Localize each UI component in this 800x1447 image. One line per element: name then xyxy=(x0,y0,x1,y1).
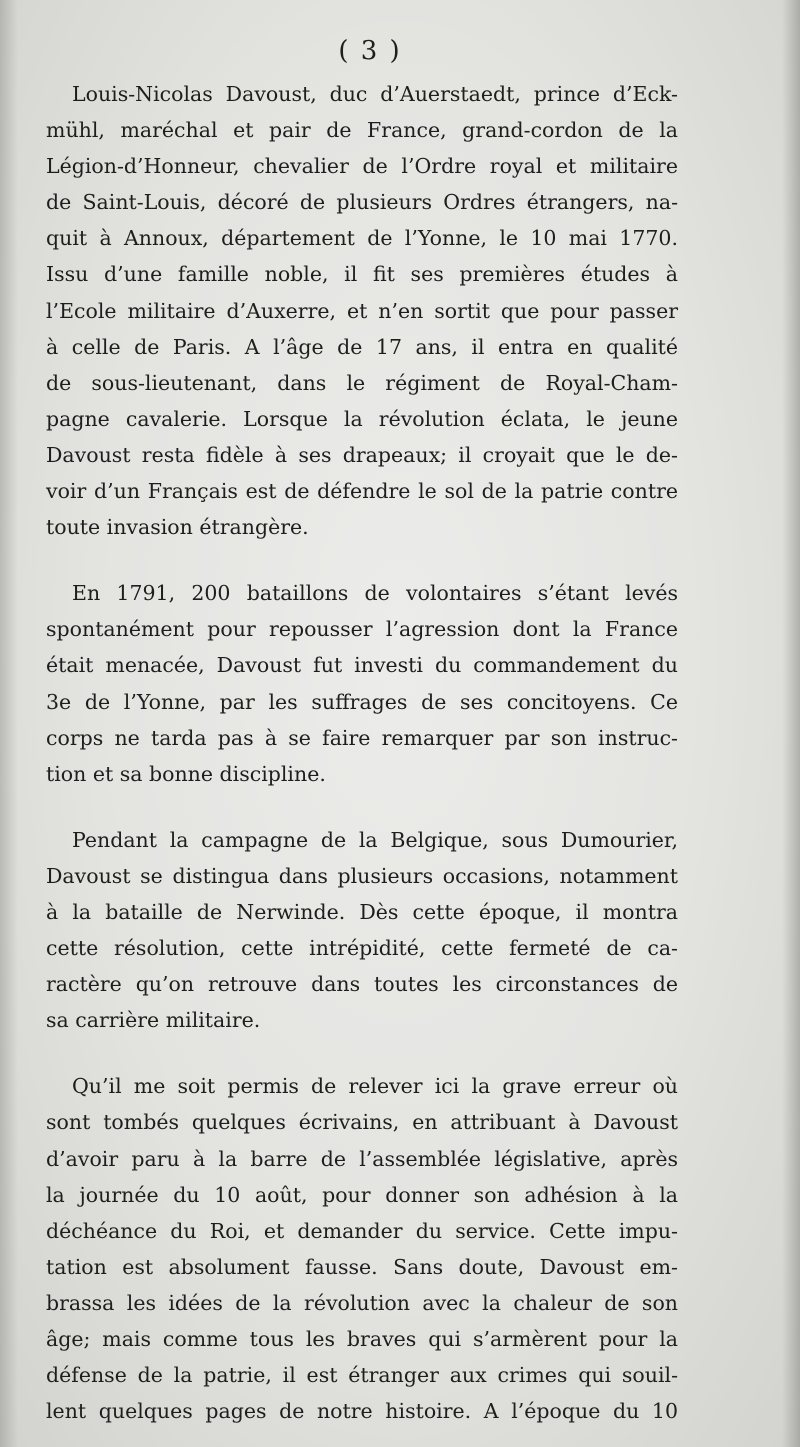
text-line: corps ne tarda pas à se faire remarquer par son instruc- xyxy=(46,725,678,750)
body-text xyxy=(46,76,678,1447)
paragraph xyxy=(46,76,678,545)
text-line: 3e de l’Yonne, par les suffrages de ses concitoyens. Ce xyxy=(46,689,678,714)
page-left-edge xyxy=(0,0,18,1447)
text-line: ractère qu’on retrouve dans toutes les circonstances de xyxy=(46,972,678,997)
text-line: Légion-d’Honneur, chevalier de l’Ordre royal et militaire xyxy=(46,154,678,179)
text-line: En 1791, 200 bataillons de volontaires s’étant levés xyxy=(72,581,678,606)
text-line: la journée du 10 août, pour donner son adhésion à la xyxy=(46,1182,678,1207)
text-line: était menacée, Davoust fut investi du commandement du xyxy=(46,653,678,678)
paragraph xyxy=(46,575,678,792)
text-line: de sous-lieutenant, dans le régiment de Royal-Cham- xyxy=(46,370,678,395)
text-line: pagne cavalerie. Lorsque la révolution éclata, le jeune xyxy=(46,406,678,431)
text-line: à la bataille de Nerwinde. Dès cette époque, il montra xyxy=(46,899,678,924)
text-line: quit à Annoux, département de l’Yonne, le 10 mai 1770. xyxy=(46,226,678,251)
text-line: défense de la patrie, il est étranger aux crimes qui souil- xyxy=(46,1363,678,1388)
text-line: déchéance du Roi, et demander du service. Cette impu- xyxy=(46,1218,678,1243)
text-line: cette résolution, cette intrépidité, cette fermeté de ca- xyxy=(46,936,678,961)
text-line: de Saint-Louis, décoré de plusieurs Ordres étrangers, na- xyxy=(46,190,678,215)
text-line: tion et sa bonne discipline. xyxy=(46,761,326,786)
text-line: d’avoir paru à la barre de l’assemblée législative, après xyxy=(46,1146,678,1171)
text-line: voir d’un Français est de défendre le sol de la patrie contre xyxy=(46,479,678,504)
text-line: brassa les idées de la révolution avec la chaleur de son xyxy=(46,1290,678,1315)
text-line: Issu d’une famille noble, il fit ses premières études à xyxy=(46,262,678,287)
paragraph xyxy=(46,822,678,1039)
text-line: Davoust se distingua dans plusieurs occasions, notamment xyxy=(46,863,678,888)
text-line: toute invasion étrangère. xyxy=(46,515,309,540)
text-line: lent quelques pages de notre histoire. A l’époque du 10 xyxy=(46,1399,678,1424)
text-line: l’Ecole militaire d’Auxerre, et n’en sortit que pour passer xyxy=(46,298,678,323)
text-line: tation est absolument fausse. Sans doute, Davoust em- xyxy=(46,1254,678,1279)
text-line: sont tombés quelques écrivains, en attribuant à Davoust xyxy=(46,1110,678,1135)
text-line: sa carrière militaire. xyxy=(46,1008,261,1033)
text-line: mühl, maréchal et pair de France, grand-cordon de la xyxy=(46,118,678,143)
text-line: âge; mais comme tous les braves qui s’armèrent pour la xyxy=(46,1327,678,1351)
text-line: Pendant la campagne de la Belgique, sous Dumourier, xyxy=(72,827,678,852)
paragraph xyxy=(46,1068,678,1429)
page-number: ( 3 ) xyxy=(338,36,402,66)
text-line: Louis-Nicolas Davoust, duc d’Auerstaedt, prince d’Eck- xyxy=(72,82,678,106)
page-right-edge xyxy=(782,0,800,1447)
text-line: spontanément pour repousser l’agression dont la France xyxy=(46,617,678,642)
text-line: Qu’il me soit permis de relever ici la grave erreur où xyxy=(72,1074,678,1099)
text-line: Davoust resta fidèle à ses drapeaux; il croyait que le de- xyxy=(46,442,678,467)
text-line: à celle de Paris. A l’âge de 17 ans, il entra en qualité xyxy=(46,334,678,359)
